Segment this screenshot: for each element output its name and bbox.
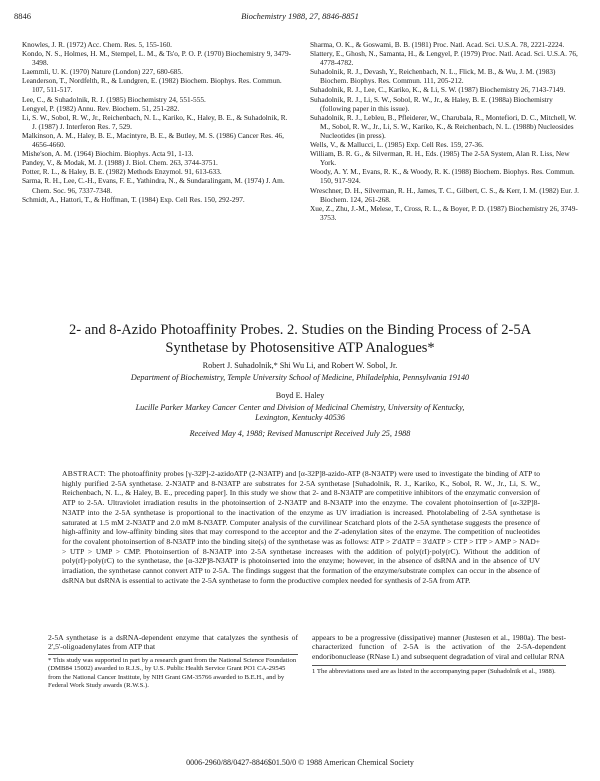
reference-entry: Laemmli, U. K. (1970) Nature (London) 227, 680-685. [22,67,183,77]
footnote-abbreviations: 1 The abbreviations used are as listed in the accompanying paper (Suhadolnik et al., 1988). [312,665,566,676]
reference-entry: Lee, C., & Suhadolnik, R. J. (1985) Biochemistry 24, 551-555. [22,94,206,104]
article-title [0,321,600,357]
reference-entry: Potter, R. L., & Haley, B. E. (1982) Methods Enzymol. 91, 613-633. [22,167,222,177]
footnote-funding: * This study was supported in part by a research grant from the National Science Foundation (DMB84 15002) awarded to R.J.S., by U.S. Public Health Service Grant PO1 CA-29545 from the National Cancer Institute, by NIH Grant GM-35766 awarded to B.E.H., and by Federal Work Study awards (R.W.S.). [48,654,298,691]
abstract-text: The photoaffinity probes [γ-32P]-2-azidoATP (2-N3ATP) and [α-32P]8-azido-ATP (8-N3ATP) were used to investigate the binding of ATP to highly purified 2-5A synthetase. 2-N3ATP and 8-N3ATP are substrates for 2-5A synthetase [Suhadolnik, R. J., Kariko, K., Sobol, R. W., Jr., Li, S. W., Reichenbach, N. L., & Haley, B. E., preceding paper]. In this study we show that 2- and 8-N3ATP are competitive inhibitors of the enzymatic conversion of ATP to 2-5A. Ultraviolet irradiation results in the photoinsertion of 2-N3ATP and 8-N3ATP into the enzyme. The covalent photoinsertion of [α-32P]8-N3ATP into the 2-5A synthetase is proportional to the inactivation of the enzyme as UV irradiation is increased. Photolabeling of 2-5A synthetase is saturated at 1.5 mM 2-N3ATP and 2.0 mM 8-N3ATP. Computer analysis of the curvilinear Scatchard plots of the 2-5A synthetase suggests the presence of high-affinity and low-affinity binding sites that may correspond to the acceptor and the 2'-adenylation sites of the enzyme. The competition of nucleotides for the covalent photoinsertion of 8-N3ATP into the binding site(s) of the synthetase was as follows: ATP > 2'dATP = 3'dATP > CTP > ITP > AMP > NAD+ > UTP > UMP > CMP. Photoinsertion of 8-N3ATP into 2-5A synthetase increases with the addition of poly(rI)·poly(rC). Without the addition of poly(rI)·poly(rC) to the synthetase, the [α-32P]8-N3ATP is photoinserted into the enzyme; however, in the absence of dsRNA and in the absence of UV irradiation, the synthetase cannot convert ATP to 2-5A. The findings suggest that the formation of the enzyme/substrate complex can occur in the absence of dsRNA but dsRNA is essential to activate the 2-5A synthetase to form the productive complex needed for synthesis of 2-5A from ATP. [62,469,540,585]
references-left-column [22,40,292,204]
reference-entry: Schmidt, A., Hattori, T., & Hoffman, T. (1984) Exp. Cell Res. 150, 292-297. [22,194,245,204]
affiliation-kentucky-line2: Lexington, Kentucky 40536 [255,413,345,422]
authors-secondary: Boyd E. Haley [275,391,325,400]
affiliation-temple: Department of Biochemistry, Temple University School of Medicine, Philadelphia, Pennsylvania 19140 [130,373,470,382]
journal-citation: Biochemistry 1988, 27, 8846-8851 [241,11,359,21]
reference-entry: Sarma, R. H., Lee, C.-H., Evans, F. E., Yathindra, N., & Sundaralingam, M. (1974) J. Am. Chem. Soc. 96, 7337-7348. [22,176,285,195]
reference-entry: Kondo, N. S., Holmes, H. M., Stempel, L. M., & Ts'o, P. O. P. (1970) Biochemistry 9, 3479-3498. [22,49,292,68]
reference-entry: Sharma, O. K., & Goswami, B. B. (1981) Proc. Natl. Acad. Sci. U.S.A. 78, 2221-2224. [310,40,565,49]
title-line-2: Synthetase by Photosensitive ATP Analogues* [165,340,435,356]
copyright-line: 0006-2960/88/0427-8846$01.50/0 © 1988 American Chemical Society [186,758,414,767]
reference-entry: Li, S. W., Sobol, R. W., Jr., Reichenbach, N. L., Kariko, K., Haley, B. E., & Suhadolnik, R. J. (1987) J. Interferon Res. 7, 529. [22,112,288,131]
reference-entry: Xue, Z., Zhu, J.-M., Melese, T., Cross, R. L., & Boyer, P. D. (1987) Biochemistry 26, 3749-3753. [310,203,578,222]
reference-entry: Mishe'son, A. M. (1964) Biochim. Biophys. Acta 91, 1-13. [22,149,194,159]
reference-entry: Knowles, J. R. (1972) Acc. Chem. Res. 5, 155-160. [22,40,172,49]
page-number: 8846 [14,11,31,21]
reference-entry: Leanderson, T., Nordfelth, R., & Lundgren, E. (1982) Biochem. Biophys. Res. Commun. 107, 511-517. [22,76,282,95]
reference-entry: William, B. R. G., & Silverman, R. H., Eds. (1985) The 2-5A System, Alan R. Liss, New York. [310,149,570,168]
abstract [62,469,540,585]
affiliation-kentucky-line1: Lucille Parker Markey Cancer Center and Division of Medicinal Chemistry, University of Kentucky, [135,403,465,412]
reference-entry: Suhadolnik, R. J., Lee, C., Kariko, K., & Li, S. W. (1987) Biochemistry 26, 7143-7149. [310,85,566,95]
abstract-label: ABSTRACT: [62,469,107,478]
references-right-column [310,40,580,222]
reference-entry: Lengyel, P. (1982) Annu. Rev. Biochem. 51, 251-282. [22,103,180,113]
reference-entry: Pandey, V., & Modak, M. J. (1988) J. Biol. Chem. 263, 3744-3751. [22,158,218,168]
page-header [0,11,600,23]
reference-entry: Woody, A. Y. M., Evans, R. K., & Woody, R. K. (1988) Biochem. Biophys. Res. Commun. 150, 917-924. [310,167,575,186]
received-dates: Received May 4, 1988; Revised Manuscript Received July 25, 1988 [189,429,411,438]
reference-entry: Wells, V., & Mallucci, L. (1985) Exp. Cell Res. 159, 27-36. [310,140,484,150]
reference-entry: Suhadolnik, R. J., Devash, Y., Reichenbach, N. L., Flick, M. B., & Wu, J. M. (1983) Biochem. Biophys. Res. Commun. 111, 205-212. [310,67,556,86]
body-text-left: 2-5A synthetase is a dsRNA-dependent enzyme that catalyzes the synthesis of 2',5'-oligoadenylates from ATP that [48,633,298,652]
reference-entry: Malkinson, A. M., Haley, B. E., Macintyre, B. E., & Butley, M. S. (1986) Cancer Res. 46, 4656-4660. [22,130,284,150]
reference-entry: Wreschner, D. H., Silverman, R. H., James, T. C., Gilbert, C. S., & Kerr, I. M. (1982) Eur. J. Biochem. 124, 261-268. [310,185,580,204]
body-text-right: appears to be a progressive (dissipative) manner (Justesen et al., 1980a). The best-characterized function of 2-5A is the activation of the 2-5A-dependent endoribonuclease (RNase L) and subsequent degradation of viral and cellular RNA [312,633,566,661]
authors-primary: Robert J. Suhadolnik,* Shi Wu Li, and Robert W. Sobol, Jr. [202,361,398,370]
reference-entry: Suhadolnik, R. J., Lebleu, B., Pfleiderer, W., Charubala, R., Montefiori, D. C., Mitchell, W. M., Sobol, R. W., Jr., Li, S. W., Kariko, K., & Reichenbach, N. L. (1988b) Nucleosides Nucleotides (in press). [310,112,577,140]
reference-entry: Suhadolnik, R. J., Li, S. W., Sobol, R. W., Jr., & Haley, B. E. (1988a) Biochemistry (following paper in this issue). [310,94,553,113]
title-line-1: 2- and 8-Azido Photoaffinity Probes. 2. Studies on the Binding Process of 2-5A [68,322,532,338]
reference-entry: Slattery, E., Ghosh, N., Samanta, H., & Lengyel, P. (1979) Proc. Natl. Acad. Sci. U.S.A. 76, 4778-4782. [310,49,578,68]
